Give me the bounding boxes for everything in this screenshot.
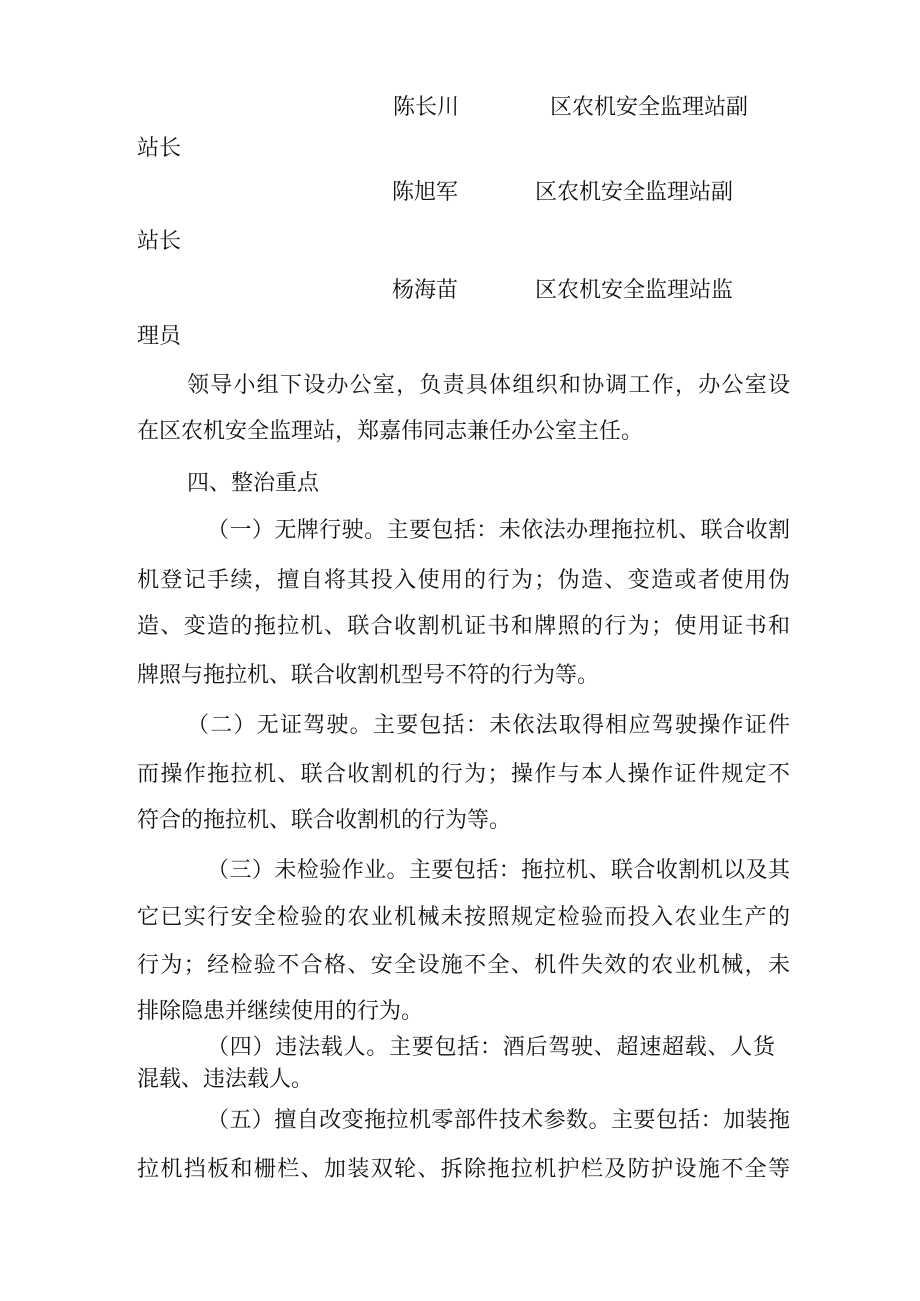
- member-title: 区农机安全监理站监: [535, 278, 734, 303]
- paragraph-line: 在区农机安全监理站，郑嘉伟同志兼任办公室主任。: [137, 419, 644, 444]
- paragraph-line: （二）无证驾驶。主要包括：未依法取得相应驾驶操作证件: [187, 713, 790, 738]
- paragraph-line: 行为；经检验不合格、安全设施不全、机件失效的农业机械，未: [137, 953, 790, 978]
- paragraph-line: 拉机挡板和栅栏、加装双轮、拆除拖拉机护栏及防护设施不全等: [137, 1157, 790, 1182]
- member-name: 杨海苗: [392, 278, 459, 303]
- paragraph-line: （四）违法载人。主要包括：酒后驾驶、超速超载、人货: [207, 1035, 775, 1060]
- member-title-continued: 理员: [137, 324, 182, 349]
- paragraph-line: 排除隐患并继续使用的行为。: [137, 999, 424, 1024]
- member-name: 陈长川: [393, 95, 460, 120]
- paragraph-line: 符合的拖拉机、联合收割机的行为等。: [137, 808, 512, 833]
- member-title: 区农机安全监理站副: [550, 95, 749, 120]
- paragraph-line: 它已实行安全检验的农业机械未按照规定检验而投入农业生产的: [137, 905, 790, 930]
- paragraph-line: （三）未检验作业。主要包括：拖拉机、联合收割机以及其: [207, 858, 790, 883]
- paragraph-line: 牌照与拖拉机、联合收割机型号不符的行为等。: [137, 663, 600, 688]
- member-title: 区农机安全监理站副: [535, 180, 734, 205]
- section-heading: 四、整治重点: [187, 471, 320, 496]
- paragraph-line: 混载、违法载人。: [137, 1067, 314, 1092]
- member-title-continued: 站长: [137, 229, 182, 254]
- member-title-continued: 站长: [137, 136, 182, 161]
- paragraph-line: 机登记手续，擅自将其投入使用的行为；伪造、变造或者使用伪: [137, 568, 790, 593]
- member-name: 陈旭军: [392, 180, 459, 205]
- paragraph-line: 领导小组下设办公室，负责具体组织和协调工作，办公室设: [187, 373, 790, 398]
- paragraph-line: （五）擅自改变拖拉机零部件技术参数。主要包括：加装拖: [207, 1108, 790, 1133]
- paragraph-line: 而操作拖拉机、联合收割机的行为；操作与本人操作证件规定不: [137, 762, 790, 787]
- paragraph-line: 造、变造的拖拉机、联合收割机证书和牌照的行为；使用证书和: [137, 614, 790, 639]
- paragraph-line: （一）无牌行驶。主要包括：未依法办理拖拉机、联合收割: [207, 518, 790, 543]
